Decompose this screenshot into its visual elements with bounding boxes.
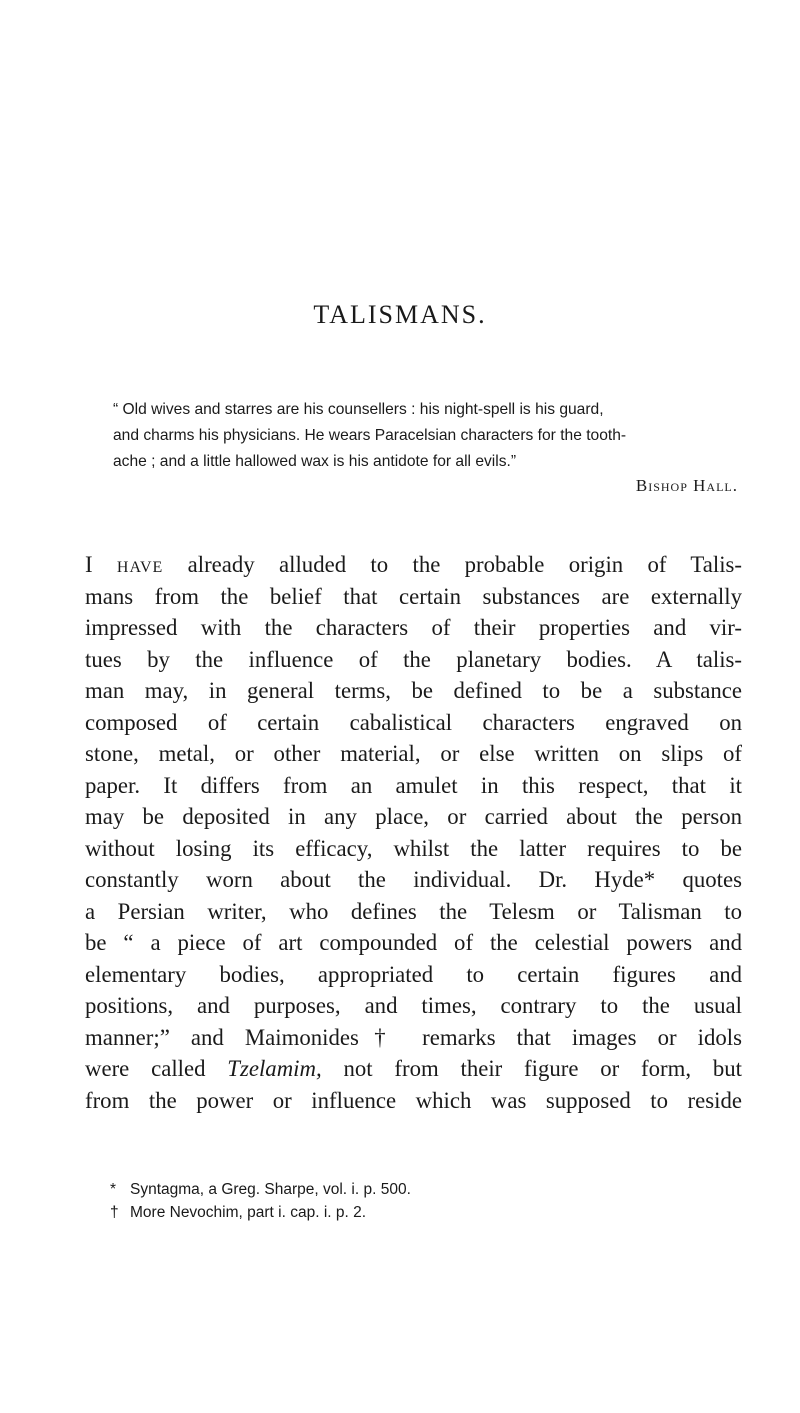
body-line-text: were called — [85, 1056, 228, 1081]
body-line — [85, 549, 742, 581]
small-caps-word: have — [116, 552, 164, 577]
body-line: be “ a piece of art compounded of the celestial powers and — [85, 930, 742, 955]
body-line: constantly worn about the individual. Dr. Hyde* quotes — [85, 867, 742, 892]
body-line: from the power or influence which was supposed to reside — [85, 1087, 742, 1113]
footnote — [110, 1178, 710, 1201]
body-line: elementary bodies, appropriated to certain figures and — [85, 961, 742, 987]
footnote-text: More Nevochim, part i. cap. i. p. 2. — [130, 1204, 367, 1221]
epigraph — [113, 397, 741, 475]
body-line: mans from the belief that certain substances are externally — [85, 583, 742, 609]
italic-word: Tzelamim, — [227, 1056, 322, 1081]
epigraph-attribution: Bishop Hall. — [635, 476, 738, 495]
footnote-text: Syntagma, a Greg. Sharpe, vol. i. p. 500. — [130, 1181, 411, 1198]
body-line — [85, 1053, 742, 1085]
chapter-title: TALISMANS. — [313, 300, 487, 329]
epigraph-line: “ Old wives and starres are his counsellers : his night-spell is his guard, — [113, 401, 604, 418]
footnote-mark: * — [110, 1181, 117, 1198]
body-line: may be deposited in any place, or carried about the person — [85, 804, 742, 829]
body-line: without losing its efficacy, whilst the latter requires to be — [85, 835, 742, 861]
body-line: tues by the influence of the planetary bodies. A talis- — [85, 646, 742, 672]
body-paragraph — [85, 549, 742, 1116]
body-line: stone, metal, or other material, or else written on slips of — [85, 741, 742, 766]
body-line-text: not from their figure or form, but — [321, 1056, 742, 1081]
drop-word: I — [85, 552, 93, 577]
body-line: man may, in general terms, be defined to be a substance — [85, 678, 742, 703]
body-line-text: already alluded to the probable origin of Talis- — [163, 552, 742, 577]
body-line: paper. It differs from an amulet in this respect, that it — [85, 772, 742, 798]
footnote-mark: † — [110, 1204, 119, 1221]
body-line: a Persian writer, who defines the Telesm or Talisman to — [85, 898, 742, 924]
body-line: composed of certain cabalistical characters engraved on — [85, 709, 742, 735]
body-line: positions, and purposes, and times, contrary to the usual — [85, 993, 742, 1018]
epigraph-line: ache ; and a little hallowed wax is his antidote for all evils.” — [113, 453, 517, 470]
body-line: impressed with the characters of their properties and vir- — [85, 615, 742, 640]
body-line: manner;” and Maimonides† remarks that images or idols — [85, 1024, 742, 1050]
footnote — [110, 1201, 710, 1224]
epigraph-line: and charms his physicians. He wears Paracelsian characters for the tooth- — [113, 427, 627, 444]
footnotes — [110, 1178, 710, 1224]
